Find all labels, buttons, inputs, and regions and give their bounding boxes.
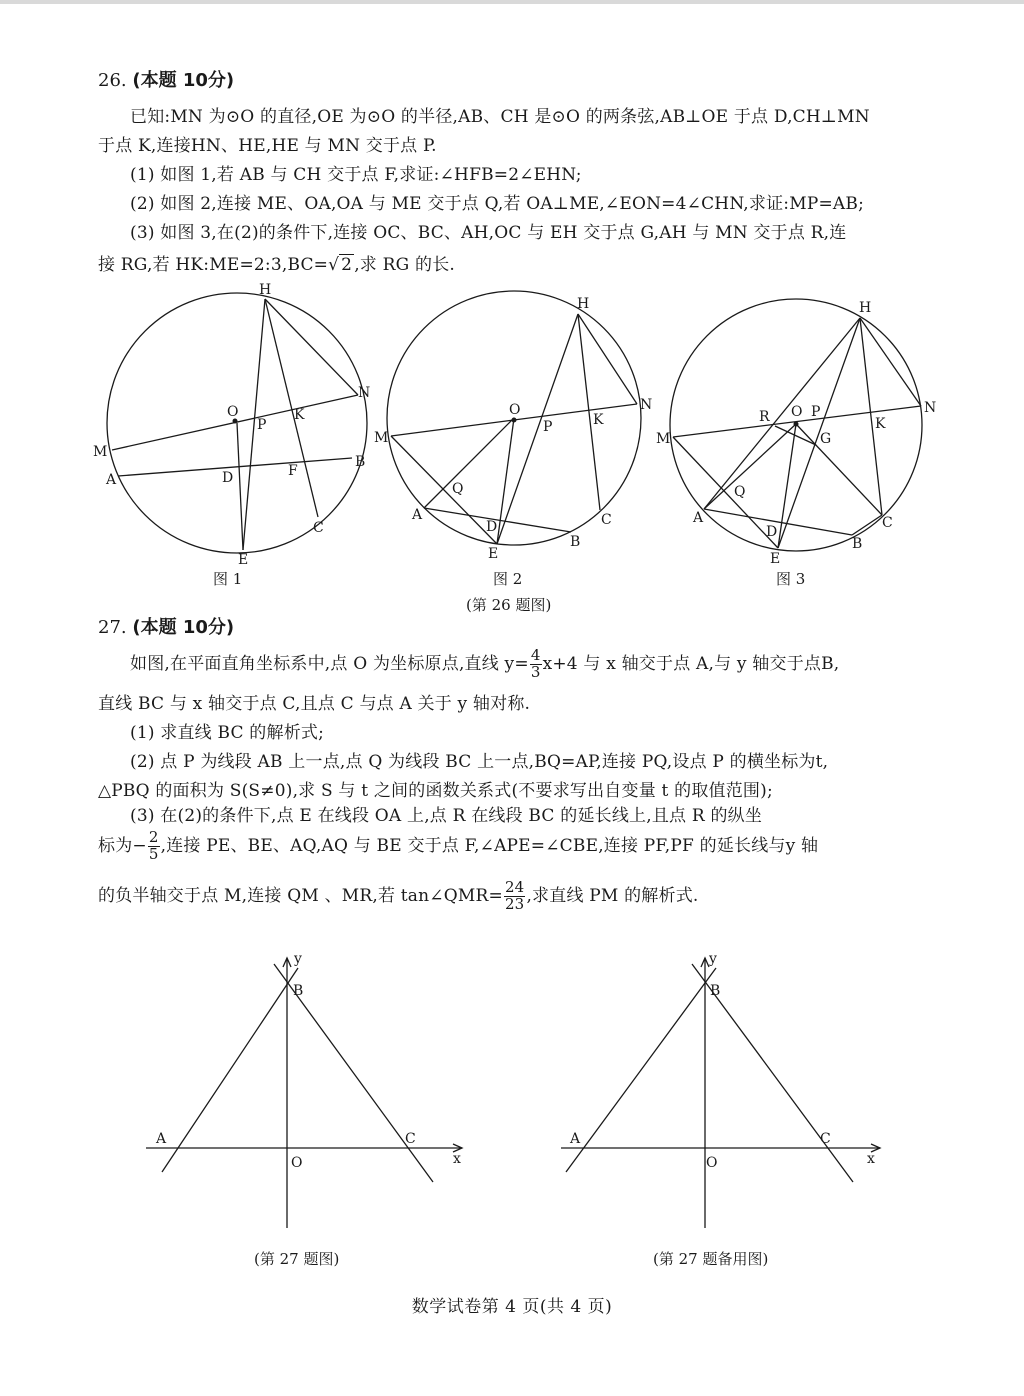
- fig3-label-M: M: [656, 431, 671, 447]
- fig2-label-H: H: [577, 296, 590, 312]
- q26-number: 26.: [98, 70, 127, 91]
- fig2-label-M: M: [374, 430, 389, 446]
- q27-number: 27.: [98, 617, 127, 638]
- page-footer: 数学试卷第 4 页(共 4 页): [411, 1297, 613, 1317]
- fig1-label-F: F: [288, 463, 298, 479]
- fig3-label-E: E: [770, 551, 781, 567]
- fig1-label-A: A: [106, 472, 117, 488]
- fig2-label-O: O: [509, 402, 521, 418]
- q26-intro-line2: 于点 K,连接HN、HE,HE 与 MN 交于点 P.: [98, 136, 437, 156]
- fig1-label-O: O: [227, 404, 239, 420]
- fig27-label-B: B: [293, 983, 304, 999]
- fraction-denominator: 5: [148, 844, 159, 863]
- fraction-numerator: 2: [148, 828, 159, 846]
- fig2-label-D: D: [486, 519, 498, 535]
- fig3-label-C: C: [882, 515, 893, 531]
- fig2-caption: 图 2: [493, 570, 523, 588]
- fig1-label-E: E: [238, 552, 249, 568]
- fig3-label-O: O: [791, 404, 803, 420]
- fraction-numerator: 4: [530, 646, 541, 664]
- fig3-label-D: D: [766, 524, 778, 540]
- q27-part2-line2: △PBQ 的面积为 S(S≠0),求 S 与 t 之间的函数关系式(不要求写出自变量 t 的取值范围);: [98, 781, 773, 801]
- fig1-label-B: B: [355, 454, 366, 470]
- fig3-label-R: R: [759, 409, 770, 425]
- q27-points: (本题 10分): [132, 617, 235, 638]
- fig3-label-P: P: [811, 404, 821, 420]
- q27-part1: (1) 求直线 BC 的解析式;: [130, 723, 325, 743]
- fig27-label-y: y: [294, 951, 302, 967]
- fig1-label-M: M: [93, 444, 108, 460]
- fig27-label-x: x: [453, 1151, 461, 1167]
- q27-part3-text-d: ,求直线 PM 的解析式.: [526, 885, 699, 906]
- q26-part3-text-b: ,求 RG 的长.: [354, 255, 455, 275]
- fig1-label-D: D: [222, 470, 234, 486]
- fig3-label-G: G: [820, 431, 832, 447]
- fig27b-label-B: B: [710, 983, 721, 999]
- fig2-label-K: K: [593, 412, 604, 428]
- q27-intro-text-a: 如图,在平面直角坐标系中,点 O 为坐标原点,直线 y=: [130, 653, 529, 674]
- fig3-label-A: A: [693, 510, 704, 526]
- fig1-label-K: K: [294, 407, 305, 423]
- fig3-label-H: H: [859, 300, 872, 316]
- fraction-numerator: 24: [504, 878, 525, 896]
- sqrt-sign: √: [328, 255, 340, 275]
- fig27-label-C: C: [405, 1131, 416, 1147]
- fig2-label-E: E: [488, 546, 499, 562]
- fig27b-label-A: A: [570, 1131, 581, 1147]
- fig3-caption: 图 3: [776, 570, 806, 588]
- q27-part2-line1: (2) 点 P 为线段 AB 上一点,点 Q 为线段 BC 上一点,BQ=AP,连接 PQ,设点 P 的横坐标为t,: [130, 752, 829, 772]
- fig2-label-Q: Q: [452, 481, 464, 497]
- fig2-label-B: B: [570, 534, 581, 550]
- fig2-label-P: P: [543, 419, 553, 435]
- q26-part1: (1) 如图 1,若 AB 与 CH 交于点 F,求证:∠HFB=2∠EHN;: [130, 165, 582, 185]
- fig1-caption: 图 1: [213, 570, 243, 588]
- fig2-label-N: N: [640, 397, 653, 413]
- q27-part3-text-b: ,连接 PE、BE、AQ,AQ 与 BE 交于点 F,∠APE=∠CBE,连接 PF,PF 的延长线与y 轴: [160, 835, 819, 856]
- fig3-label-N: N: [924, 400, 937, 416]
- q27-part3-line1: (3) 在(2)的条件下,点 E 在线段 OA 上,点 R 在线段 BC 的延长线上,且点 R 的纵坐: [130, 806, 763, 826]
- q26-intro-line1: 已知:MN 为⊙O 的直径,OE 为⊙O 的半径,AB、CH 是⊙O 的两条弦,AB⊥OE 于点 D,CH⊥MN: [130, 107, 870, 127]
- q26-part3-text-a: 接 RG,若 HK:ME=2:3,BC=: [98, 255, 329, 275]
- fig27b-line-AB: [566, 968, 716, 1172]
- q26-part2: (2) 如图 2,连接 ME、OA,OA 与 ME 交于点 Q,若 OA⊥ME,∠EON=4∠CHN,求证:MP=AB;: [130, 194, 865, 214]
- fig2-label-C: C: [601, 512, 612, 528]
- fig3-label-K: K: [875, 416, 886, 432]
- fig3-label-Q: Q: [734, 484, 746, 500]
- q27-spare-figure-caption: (第 27 题备用图): [653, 1250, 769, 1268]
- fig27b-label-x: x: [867, 1151, 875, 1167]
- q26-points: (本题 10分): [132, 70, 235, 91]
- q27-intro-text-b: x+4 与 x 轴交于点 A,与 y 轴交于点B,: [542, 653, 840, 674]
- fraction-denominator: 23: [504, 894, 525, 913]
- q27-part3-text-a: 标为−: [98, 835, 147, 856]
- fig1-label-N: N: [358, 385, 371, 401]
- fig3-label-B: B: [852, 536, 863, 552]
- fig1-label-H: H: [259, 282, 272, 298]
- sqrt-radicand: 2: [341, 255, 353, 275]
- fig27b-label-C: C: [820, 1131, 831, 1147]
- fig2-label-A: A: [412, 507, 423, 523]
- q26-figure-caption: (第 26 题图): [466, 596, 552, 614]
- fig1-label-P: P: [257, 417, 267, 433]
- q27-intro-line2: 直线 BC 与 x 轴交于点 C,且点 C 与点 A 关于 y 轴对称.: [98, 694, 531, 714]
- fig1-label-C: C: [313, 520, 324, 536]
- fig27b-label-y: y: [709, 951, 717, 967]
- fig27b-label-O: O: [706, 1155, 718, 1171]
- q27-figure-caption: (第 27 题图): [254, 1250, 340, 1268]
- q26-part3-line1: (3) 如图 3,在(2)的条件下,连接 OC、BC、AH,OC 与 EH 交于点 G,AH 与 MN 交于点 R,连: [130, 223, 847, 243]
- fig27-label-A: A: [156, 1131, 167, 1147]
- fig27-label-O: O: [291, 1155, 303, 1171]
- q27-part3-text-c: 的负半轴交于点 M,连接 QM 、MR,若 tan∠QMR=: [98, 885, 503, 906]
- fraction-denominator: 3: [530, 662, 541, 681]
